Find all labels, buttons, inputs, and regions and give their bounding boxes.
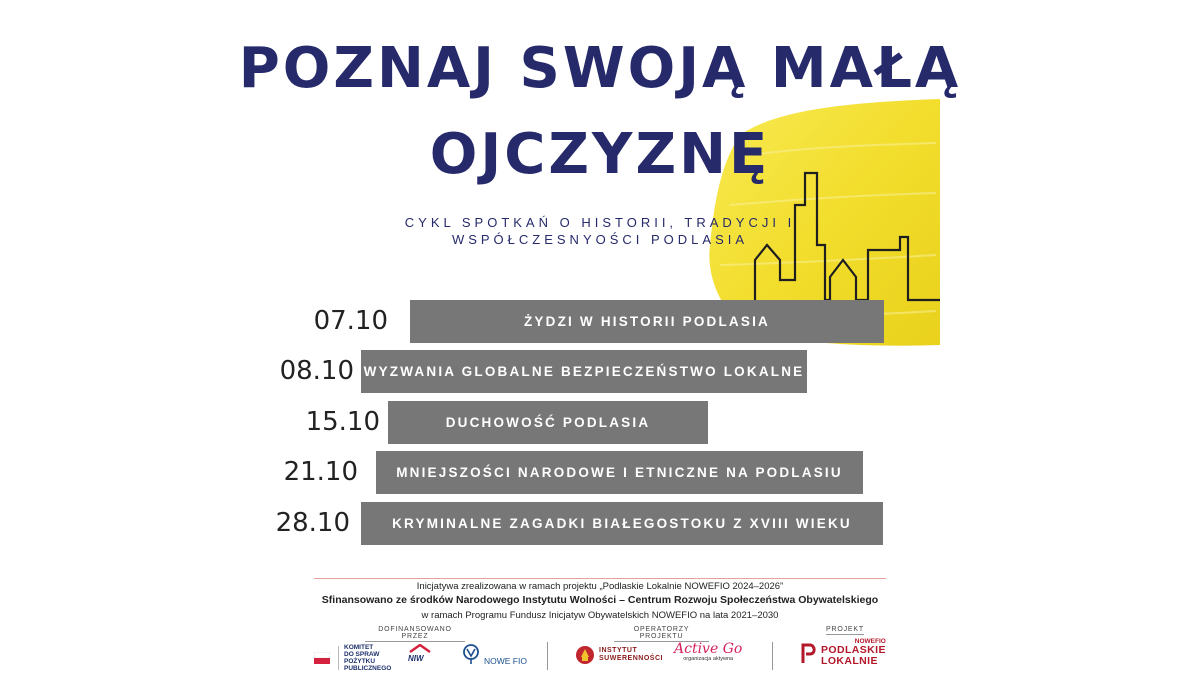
schedule-topic-bar: WYZWANIA GLOBALNE BEZPIECZEŃSTWO LOKALNE	[361, 350, 807, 393]
niw-text: NIW	[408, 654, 424, 663]
schedule-topic-bar: ŻYDZI W HISTORII PODLASIA	[410, 300, 884, 343]
footer-line-1: Inicjatywa zrealizowana w ramach projektu „Podlaskie Lokalnie NOWEFIO 2024–2026”	[416, 581, 784, 592]
pl-text-1: PODLASKIE	[821, 644, 886, 656]
title-line-1: POZNAJ SWOJĄ MAŁĄ	[238, 36, 962, 101]
label-operators: OPERATORZY PROJEKTU	[614, 626, 709, 642]
footer-line-3: w ramach Programu Fundusz Inicjatyw Obywatelskich NOWEFIO na lata 2021–2030	[421, 610, 779, 621]
subtitle-line-1: CYKL SPOTKAŃ O HISTORII, TRADYCJI I	[404, 215, 796, 230]
instytut-suwerennosci-logo	[575, 644, 663, 666]
niw-logo	[408, 644, 432, 663]
schedule-date: 07.10	[313, 306, 388, 336]
schedule-date: 08.10	[279, 356, 354, 386]
kppp-text-1: KOMITET	[344, 644, 374, 651]
kppp-text-2: DO SPRAW	[344, 651, 380, 658]
label-project: PROJEKT	[826, 626, 864, 633]
niw-emblem-icon	[408, 644, 432, 654]
nowe-fio-text: NOWE FIO	[484, 656, 527, 666]
schedule-topic-bar: KRYMINALNE ZAGADKI BIAŁEGOSTOKU Z XVIII WIEKU	[361, 502, 883, 545]
schedule-topic-bar: DUCHOWOŚĆ PODLASIA	[388, 401, 708, 444]
crest-icon	[575, 644, 595, 666]
active-go-logo	[674, 642, 742, 662]
pl-nowefio-text: NOWEFIO	[854, 638, 886, 645]
kppp-logo	[314, 644, 391, 672]
nowe-fio-emblem-icon	[462, 643, 480, 665]
kppp-text-4: PUBLICZNEGO	[344, 665, 392, 672]
schedule-date: 21.10	[283, 457, 358, 487]
footer-line-2: Sfinansowano ze środków Narodowego Instytutu Wolności – Centrum Rozwoju Społeczeństwa Obywatelskiego	[321, 594, 879, 606]
footer-divider	[314, 578, 886, 579]
kppp-text-3: POŻYTKU	[344, 658, 376, 665]
active-go-text: Active Go	[674, 641, 743, 657]
logo-separator	[772, 642, 773, 670]
pl-text-2: LOKALNIE	[821, 655, 878, 667]
instytut-text-1: INSTYTUT	[599, 647, 638, 654]
podlaskie-lokalnie-logo	[800, 638, 886, 667]
nowe-fio-logo	[462, 642, 527, 666]
label-cofinanced: DOFINANSOWANO PRZEZ	[365, 626, 465, 642]
schedule-topic-bar: MNIEJSZOŚCI NARODOWE I ETNICZNE NA PODLASIU	[376, 451, 863, 494]
schedule-date: 15.10	[305, 407, 380, 437]
schedule-date: 28.10	[275, 508, 350, 538]
title-line-2: OJCZYZNĘ	[429, 122, 771, 187]
active-go-subtext: organizacja aktywna	[683, 656, 734, 662]
logo-separator	[547, 642, 548, 670]
instytut-text-2: SUWERENNOŚCI	[599, 655, 663, 662]
p-mark-icon	[800, 641, 818, 665]
subtitle-line-2: WSPÓŁCZESNYOŚCI PODLASIA	[451, 232, 749, 247]
polish-flag-icon	[314, 652, 330, 664]
